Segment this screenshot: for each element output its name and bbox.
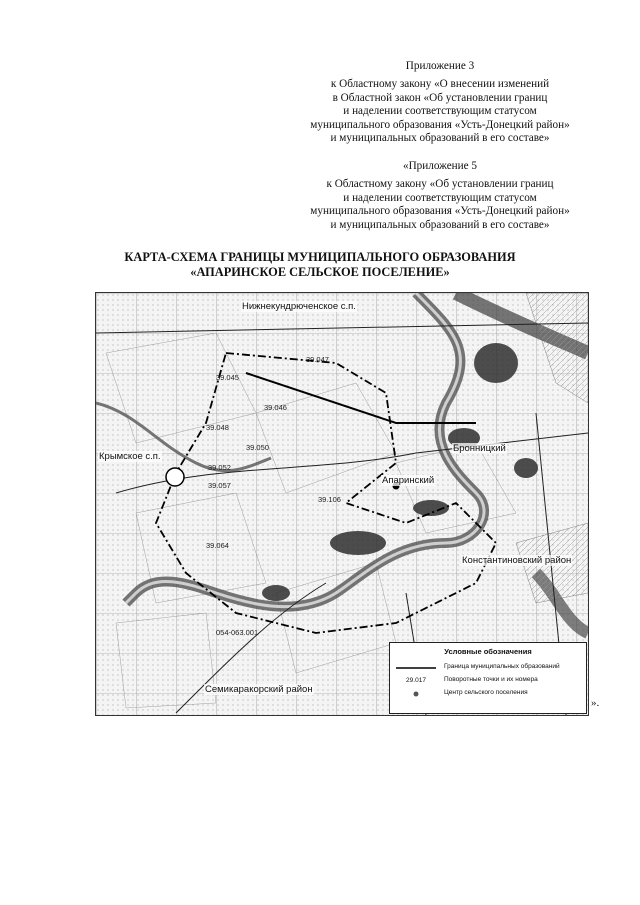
map-label-nizhnekundryuchenskoe: Нижнекундрюченское с.п. [242, 301, 356, 312]
boundary-line-icon [396, 663, 436, 673]
legend-item-center [396, 689, 582, 699]
appendix-3-line: муниципального образования «Усть-Донецкий район» [310, 118, 570, 131]
boundary-point-label: 39.047 [306, 355, 329, 364]
map-title-line-1: КАРТА-СХЕМА ГРАНИЦЫ МУНИЦИПАЛЬНОГО ОБРАЗОВАНИЯ [124, 250, 516, 264]
boundary-point-label: 054-063.001 [216, 628, 259, 637]
legend-item-boundary [396, 663, 582, 673]
boundary-point-label: 39.045 [216, 373, 239, 382]
legend-title: Условные обозначения [444, 647, 532, 656]
legend-text: Центр сельского поселения [444, 689, 528, 696]
appendix-3-heading: Приложение 3 [405, 60, 475, 72]
boundary-point-label: 39.050 [246, 443, 269, 452]
appendix-5-line: к Областному закону «Об установлении границ [326, 178, 554, 191]
boundary-point-label: 39.106 [318, 495, 341, 504]
legend-text: Граница муниципальных образований [444, 663, 560, 670]
map-label-semikarakorsky: Семикаракорский район [205, 684, 313, 695]
map-label-bronnitsky: Бронницкий [453, 443, 506, 454]
appendix-5-line: и муниципальных образований в его составе» [330, 218, 550, 231]
appendix-5-line: и наделении соответствующим статусом [343, 191, 537, 204]
legend-text: Поворотные точки и их номера [444, 676, 538, 683]
boundary-point-label: 39.057 [208, 481, 231, 490]
map-label-aparinsky: Апаринский [382, 475, 435, 486]
appendix-3-line: к Областному закону «О внесении изменений [330, 78, 550, 91]
map-legend [389, 642, 587, 714]
map-label-krymskoe: Крымское с.п. [99, 451, 161, 462]
map-label-konstantinovsky: Константиновский район [462, 555, 572, 566]
appendix-5-heading: «Приложение 5 [402, 160, 478, 172]
boundary-point-label: 39.064 [206, 541, 229, 550]
appendix-3-line: в Областной закон «Об установлении границ [332, 91, 548, 104]
closing-quote: ». [591, 697, 600, 709]
appendix-5-line: муниципального образования «Усть-Донецкий район» [310, 205, 570, 218]
boundary-point-label: 39.052 [208, 463, 231, 472]
map-title-line-2: «АПАРИНСКОЕ СЕЛЬСКОЕ ПОСЕЛЕНИЕ» [190, 265, 450, 279]
appendix-3-line: и наделении соответствующим статусом [343, 105, 537, 118]
appendix-3-block [270, 60, 610, 145]
appendix-3-line: и муниципальных образований в его составе» [330, 132, 550, 145]
appendix-5-block [270, 160, 610, 232]
map-scheme [95, 292, 589, 716]
legend-item-points [396, 676, 582, 686]
boundary-point-label: 39.048 [206, 423, 229, 432]
legend-symbol: 29.017 [406, 677, 426, 684]
settlement-center-icon [396, 689, 436, 699]
map-title [0, 250, 640, 280]
boundary-point-label: 39.046 [264, 403, 287, 412]
